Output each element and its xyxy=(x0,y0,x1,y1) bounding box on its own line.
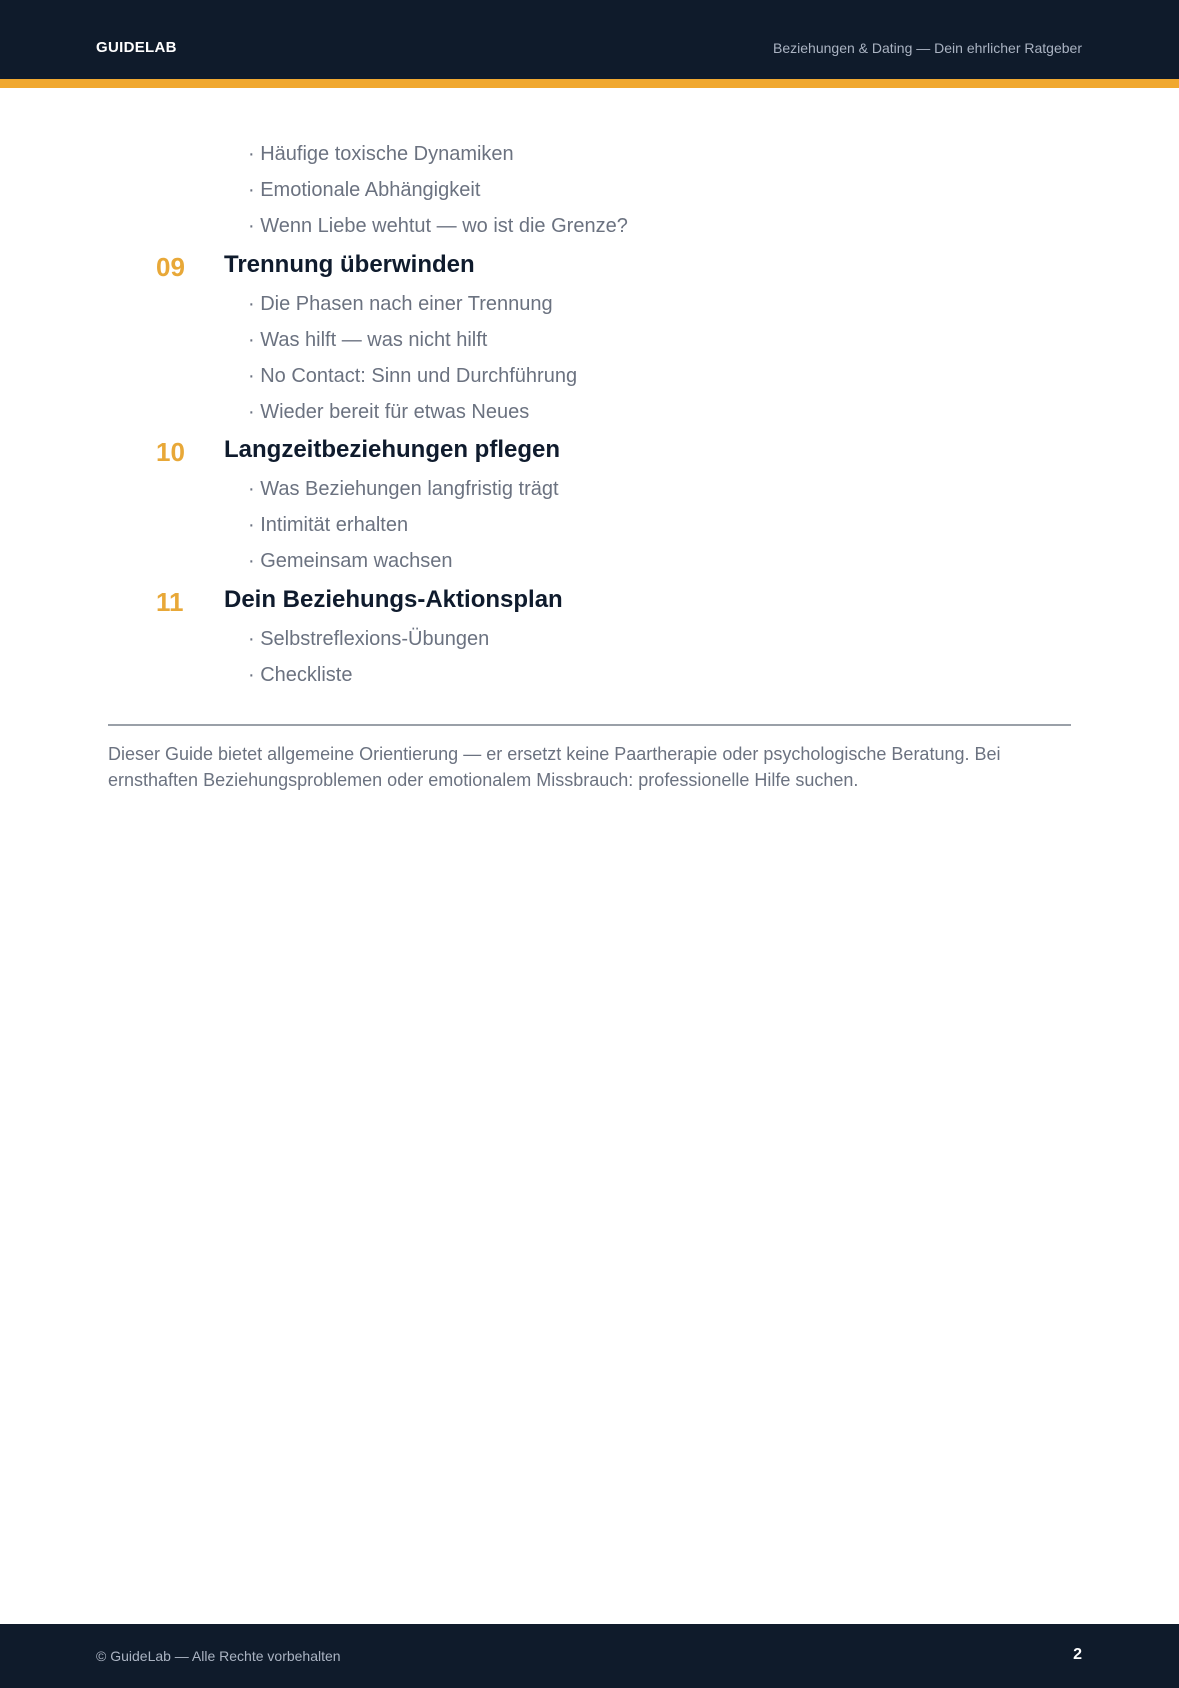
toc-subitem: · Wieder bereit für etwas Neues xyxy=(248,401,530,423)
chapter-number: 11 xyxy=(156,587,184,617)
chapter-number: 10 xyxy=(156,437,185,467)
chapter-number: 09 xyxy=(156,252,185,282)
toc-subitem: · Die Phasen nach einer Trennung xyxy=(248,293,553,315)
page-number: 2 xyxy=(1073,1646,1082,1663)
header-accent-bar xyxy=(0,79,1179,88)
toc-subitem: · Checkliste xyxy=(248,664,353,686)
toc-subitem: · Was hilft — was nicht hilft xyxy=(248,329,488,351)
chapter-title: Dein Beziehungs-Aktionsplan xyxy=(224,586,563,613)
chapter-title: Langzeitbeziehungen pflegen xyxy=(224,436,561,463)
toc-subitem: · Wenn Liebe wehtut — wo ist die Grenze? xyxy=(248,215,628,237)
toc-subitem: · Emotionale Abhängigkeit xyxy=(248,179,481,201)
disclaimer-text: Dieser Guide bietet allgemeine Orientierung — er ersetzt keine Paartherapie oder psychologische Beratung. Bei ernsthaften Beziehungsproblemen oder emotionalem Missbrauch: professionelle Hilfe suchen. xyxy=(108,744,1001,790)
brand-logo-text: GUIDELAB xyxy=(96,39,177,56)
section-divider xyxy=(108,724,1071,726)
footer-copyright: © GuideLab — Alle Rechte vorbehalten xyxy=(96,1648,341,1664)
toc-subitem: · Intimität erhalten xyxy=(248,514,409,536)
header-tagline: Beziehungen & Dating — Dein ehrlicher Ratgeber xyxy=(773,40,1082,56)
toc-subitem: · Was Beziehungen langfristig trägt xyxy=(248,478,559,500)
chapter-title: Trennung überwinden xyxy=(224,251,475,278)
toc-subitem: · Selbstreflexions-Übungen xyxy=(248,628,490,650)
toc-subitem: · Häufige toxische Dynamiken xyxy=(248,143,514,165)
toc-subitem: · No Contact: Sinn und Durchführung xyxy=(248,365,578,387)
toc-subitem: · Gemeinsam wachsen xyxy=(248,550,453,572)
